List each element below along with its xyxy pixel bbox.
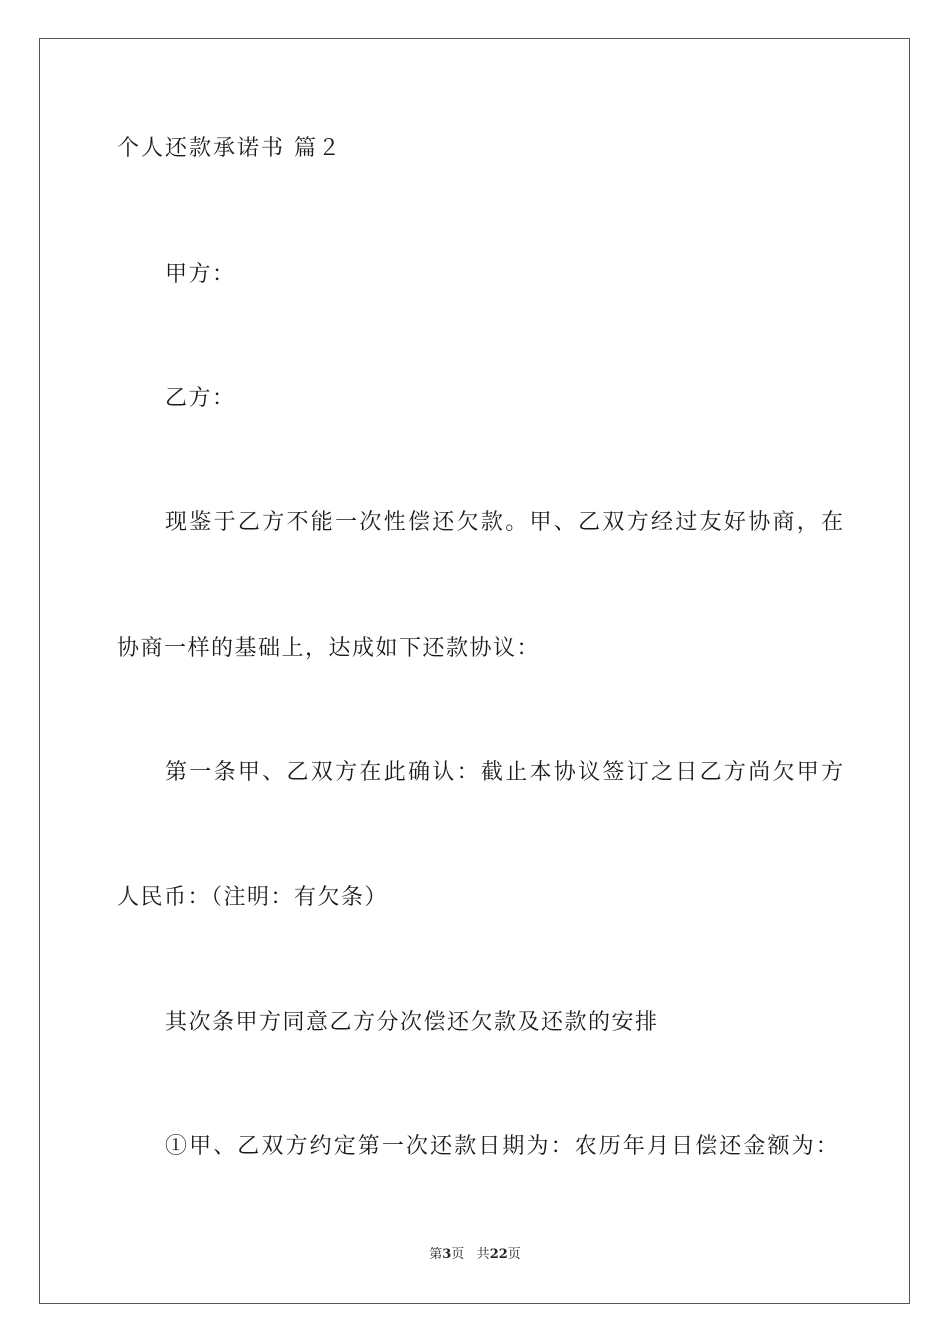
footer-page-prefix: 第 xyxy=(429,1247,443,1262)
party-a-line: 甲方： xyxy=(165,262,236,287)
article-1-line-2: 人民币：（注明：有欠条） xyxy=(117,885,389,910)
footer-page-suffix: 页 xyxy=(451,1247,465,1262)
page-footer xyxy=(0,1246,950,1264)
repayment-item-1: ①甲、乙双方约定第一次还款日期为：农历年月日偿还金额为： xyxy=(165,1134,840,1159)
footer-total-prefix: 共 xyxy=(476,1247,490,1262)
footer-total-pages: 22 xyxy=(489,1247,508,1262)
article-2-line: 其次条甲方同意乙方分次偿还欠款及还款的安排 xyxy=(165,1010,659,1035)
document-title: 个人还款承诺书 篇２ xyxy=(117,136,342,161)
paragraph-intro-line-2: 协商一样的基础上，达成如下还款协议： xyxy=(117,636,541,661)
paragraph-intro-line-1: 现鉴于乙方不能一次性偿还欠款。甲、乙双方经过友好协商，在 xyxy=(165,510,846,535)
footer-page-number: 3 xyxy=(442,1247,452,1262)
article-1-line-1: 第一条甲、乙双方在此确认：截止本协议签订之日乙方尚欠甲方 xyxy=(165,760,846,785)
party-b-line: 乙方： xyxy=(165,386,236,411)
page-border xyxy=(39,38,910,1304)
footer-total-suffix: 页 xyxy=(507,1247,521,1262)
